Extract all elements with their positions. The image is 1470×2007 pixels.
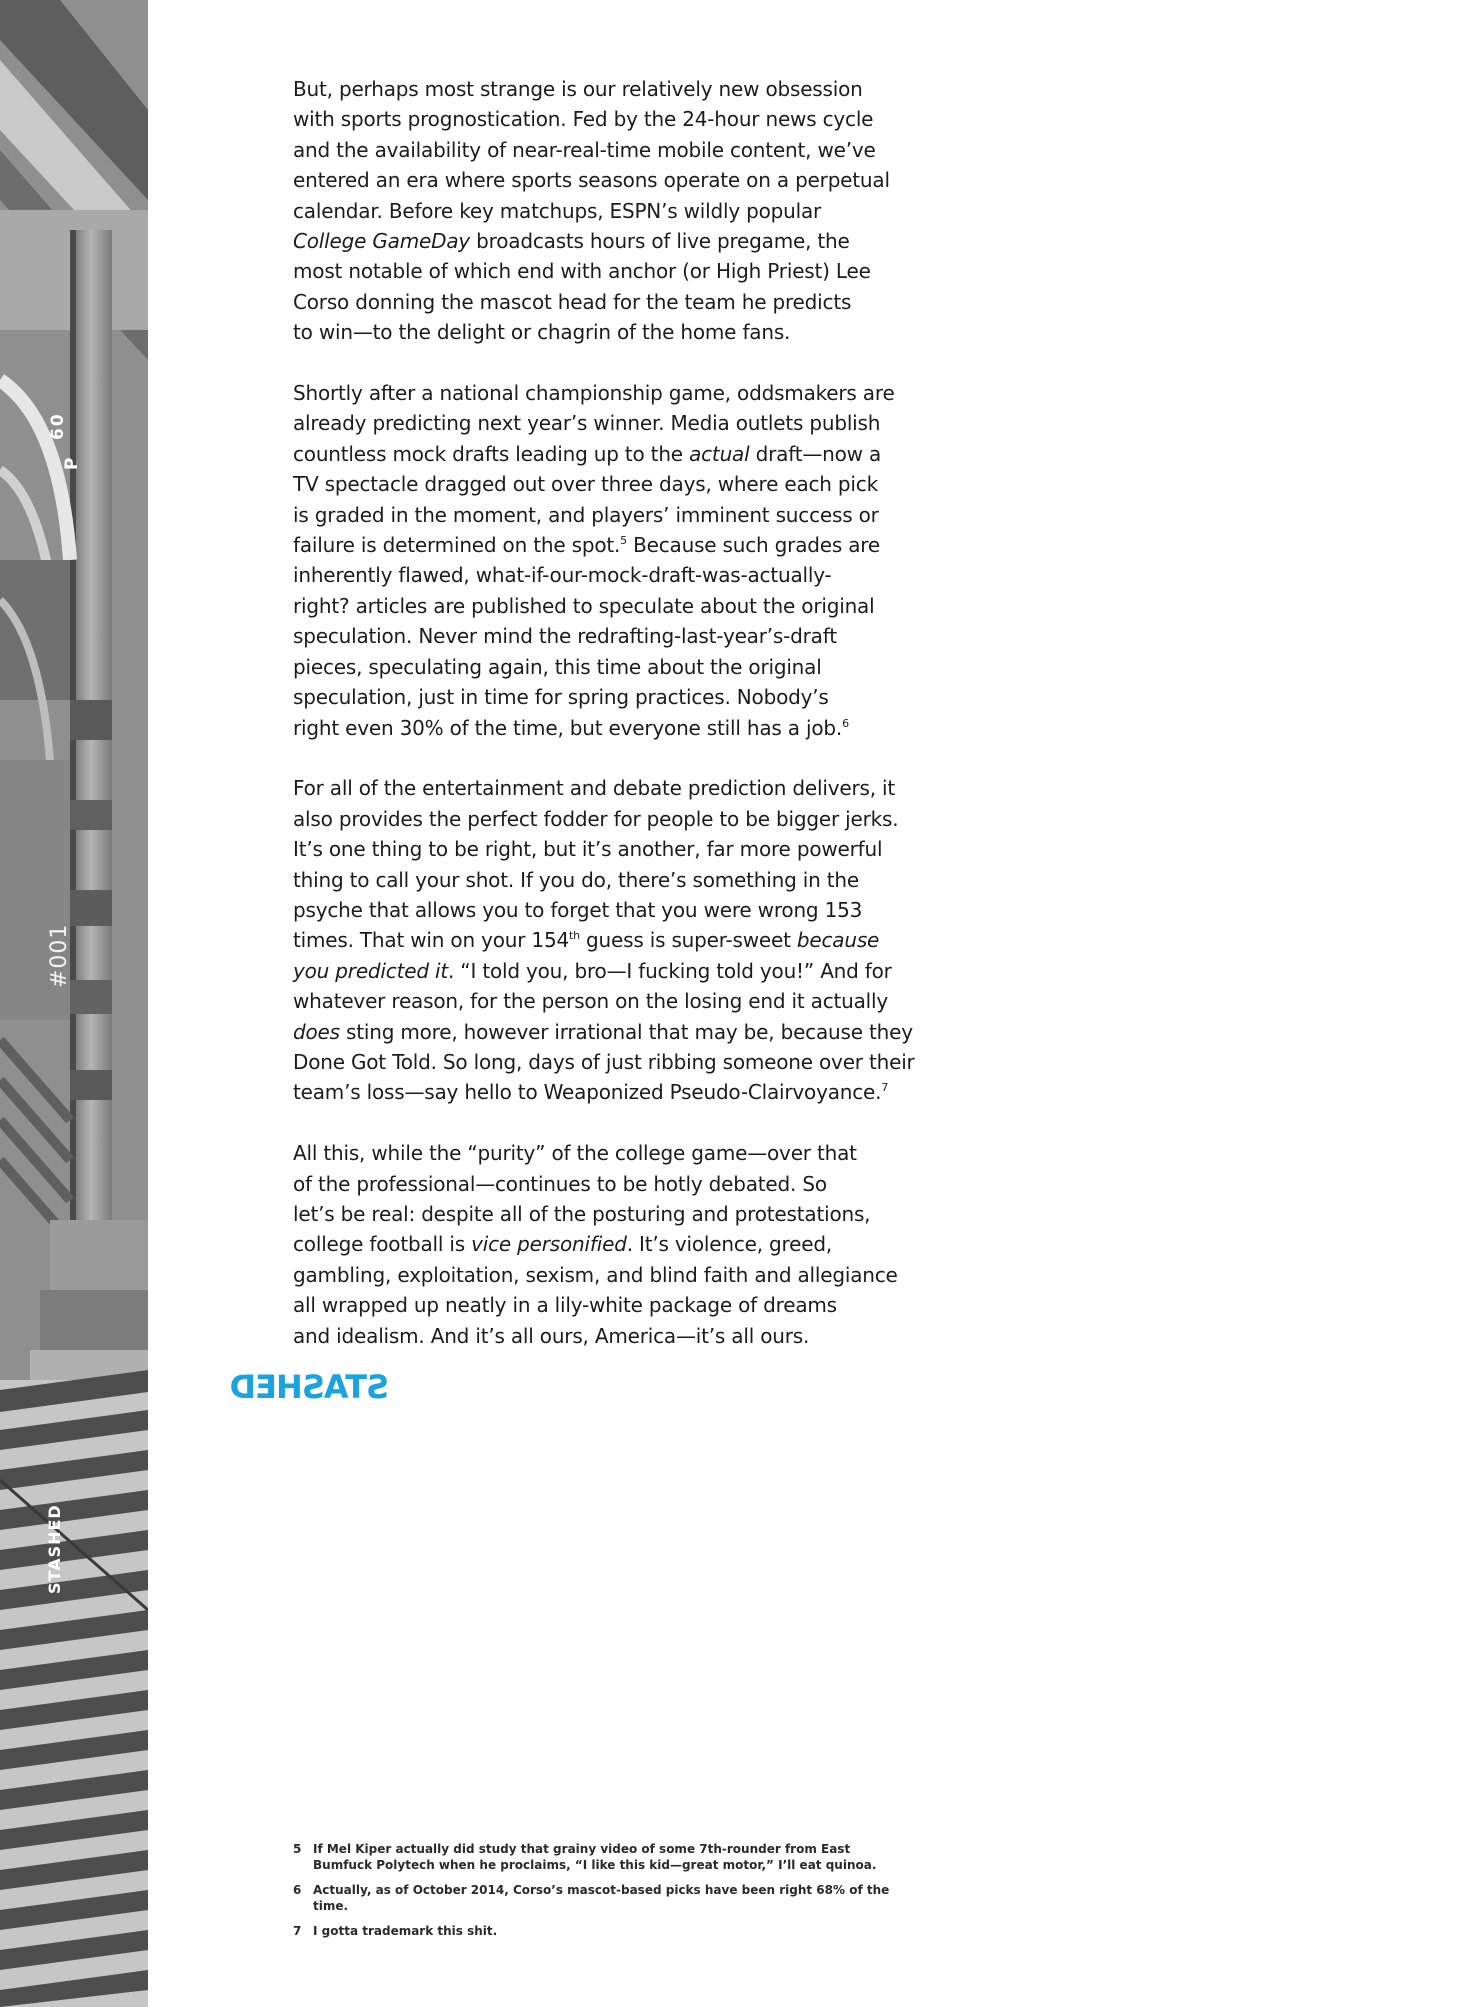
text-segment: draft—now a (749, 441, 882, 466)
article-line (293, 530, 893, 560)
article-line: and idealism. And it’s all ours, America—it’s all ours. (293, 1323, 810, 1348)
article-line: All this, while the “purity” of the college game—over that (293, 1141, 857, 1166)
text-segment: you predicted it (293, 958, 448, 983)
article-line (293, 1229, 893, 1259)
footnote-text (313, 1841, 913, 1873)
brand-mark-text: STASHED (230, 1368, 389, 1406)
sidebar-photo (0, 0, 148, 2007)
footnote-ref: th (569, 929, 580, 943)
text-segment: actual (689, 441, 750, 466)
article-line (293, 226, 893, 256)
text-segment: . It’s violence, greed, (626, 1232, 832, 1257)
issue-number: #001 (47, 923, 72, 988)
article-line: psyche that allows you to forget that you were wrong 153 (293, 897, 863, 922)
article-line: all wrapped up neatly in a lily-white package of dreams (293, 1293, 837, 1318)
article-paragraph (293, 1138, 898, 1351)
text-segment: countless mock drafts leading up to the (293, 441, 690, 466)
brand-mark-logo (231, 1370, 389, 1404)
text-segment: does (293, 1019, 340, 1044)
text-segment: College GameDay (293, 229, 471, 254)
article-line: Shortly after a national championship game, oddsmakers are (293, 381, 895, 406)
article-line: TV spectacle dragged out over three days, where each pick (293, 472, 878, 497)
article-line: to win—to the delight or chagrin of the home fans. (293, 320, 791, 345)
magazine-name: STASHED (45, 1504, 64, 1594)
article-line: speculation. Never mind the redrafting-last-year’s-draft (293, 624, 837, 649)
article-line: and the availability of near-real-time mobile content, we’ve (293, 137, 876, 162)
footnote-line: Actually, as of October 2014, Corso’s mascot-based picks have been right 68% of the time. (313, 1883, 890, 1913)
article-line: entered an era where sports seasons operate on a perpetual (293, 168, 890, 193)
article-line (293, 956, 893, 986)
text-segment: team’s loss—say hello to Weaponized Pseudo-Clairvoyance. (293, 1080, 882, 1105)
article-line: of the professional—continues to be hotly debated. So (293, 1171, 827, 1196)
page-prefix: P (62, 456, 82, 470)
footnote-ref: 6 (842, 716, 849, 730)
text-segment: . “I told you, bro—I fucking told you!” And for (447, 958, 892, 983)
article-line: also provides the perfect fodder for people to be bigger jerks. (293, 806, 899, 831)
footnote-line: I gotta trademark this shit. (313, 1924, 498, 1938)
article-line: with sports prognostication. Fed by the 24-hour news cycle (293, 107, 874, 132)
article-line: pieces, speculating again, this time about the original (293, 654, 822, 679)
footnote-ref: 7 (881, 1081, 889, 1095)
article-line: right? articles are published to speculate about the original (293, 593, 875, 618)
article-line: speculation, just in time for spring practices. Nobody’s (293, 685, 829, 710)
text-segment: vice personified (471, 1232, 627, 1257)
article-line (293, 1017, 913, 1047)
footnote (293, 1923, 913, 1939)
article-line (293, 925, 893, 955)
footnotes (293, 1841, 913, 1948)
footnote-line: If Mel Kiper actually did study that grainy video of some 7th-rounder from East (313, 1842, 851, 1856)
footnote-line: Bumfuck Polytech when he proclaims, “I like this kid—great motor,” I’ll eat quinoa. (313, 1858, 877, 1872)
footnote (293, 1841, 913, 1873)
article-line: For all of the entertainment and debate prediction delivers, it (293, 776, 896, 801)
text-segment: broadcasts hours of live pregame, the (470, 229, 850, 254)
article-line: Done Got Told. So long, days of just ribbing someone over their (293, 1049, 915, 1074)
article-paragraph (293, 773, 915, 1107)
text-segment: guess is super-sweet (579, 928, 797, 953)
article-body (293, 74, 915, 1381)
footnote-text (313, 1923, 913, 1939)
footnote-number: 6 (293, 1883, 302, 1897)
footnote-number: 7 (293, 1924, 302, 1938)
text-segment: right even 30% of the time, but everyone still has a job. (293, 715, 843, 740)
article-line: gambling, exploitation, sexism, and blind faith and allegiance (293, 1262, 898, 1287)
article-line (293, 439, 893, 469)
text-segment: college football is (293, 1232, 472, 1257)
footnote-text (313, 1882, 913, 1914)
article-line: It’s one thing to be right, but it’s another, far more powerful (293, 837, 883, 862)
article-line: But, perhaps most strange is our relatively new obsession (293, 77, 863, 101)
text-segment: Because such grades are (626, 533, 880, 558)
article-line: whatever reason, for the person on the losing end it actually (293, 989, 889, 1014)
text-segment: because (796, 928, 880, 953)
article-line: inherently flawed, what-if-our-mock-draft-was-actually- (293, 563, 832, 588)
footnote-number: 5 (293, 1842, 302, 1856)
page-number: 60 (48, 412, 68, 440)
sidebar-photo-strip (0, 0, 148, 2007)
article-line: let’s be real: despite all of the posturing and protestations, (293, 1201, 871, 1226)
article-paragraph (293, 74, 893, 348)
article-line: already predicting next year’s winner. Media outlets publish (293, 411, 881, 436)
article-line: Corso donning the mascot head for the team he predicts (293, 289, 852, 314)
text-segment: failure is determined on the spot. (293, 533, 621, 558)
footnote-ref: 5 (620, 534, 627, 548)
article-line: is graded in the moment, and players’ imminent success or (293, 502, 879, 527)
article-line (293, 713, 893, 743)
article-paragraph (293, 378, 893, 743)
text-segment: times. That win on your 154 (293, 928, 569, 953)
article-line: most notable of which end with anchor (or High Priest) Lee (293, 259, 871, 284)
article-line: calendar. Before key matchups, ESPN’s wildly popular (293, 198, 822, 223)
footnote (293, 1882, 913, 1914)
article-line (293, 1077, 893, 1107)
text-segment: sting more, however irrational that may be, because they (339, 1019, 913, 1044)
article-line: thing to call your shot. If you do, there’s something in the (293, 867, 859, 892)
